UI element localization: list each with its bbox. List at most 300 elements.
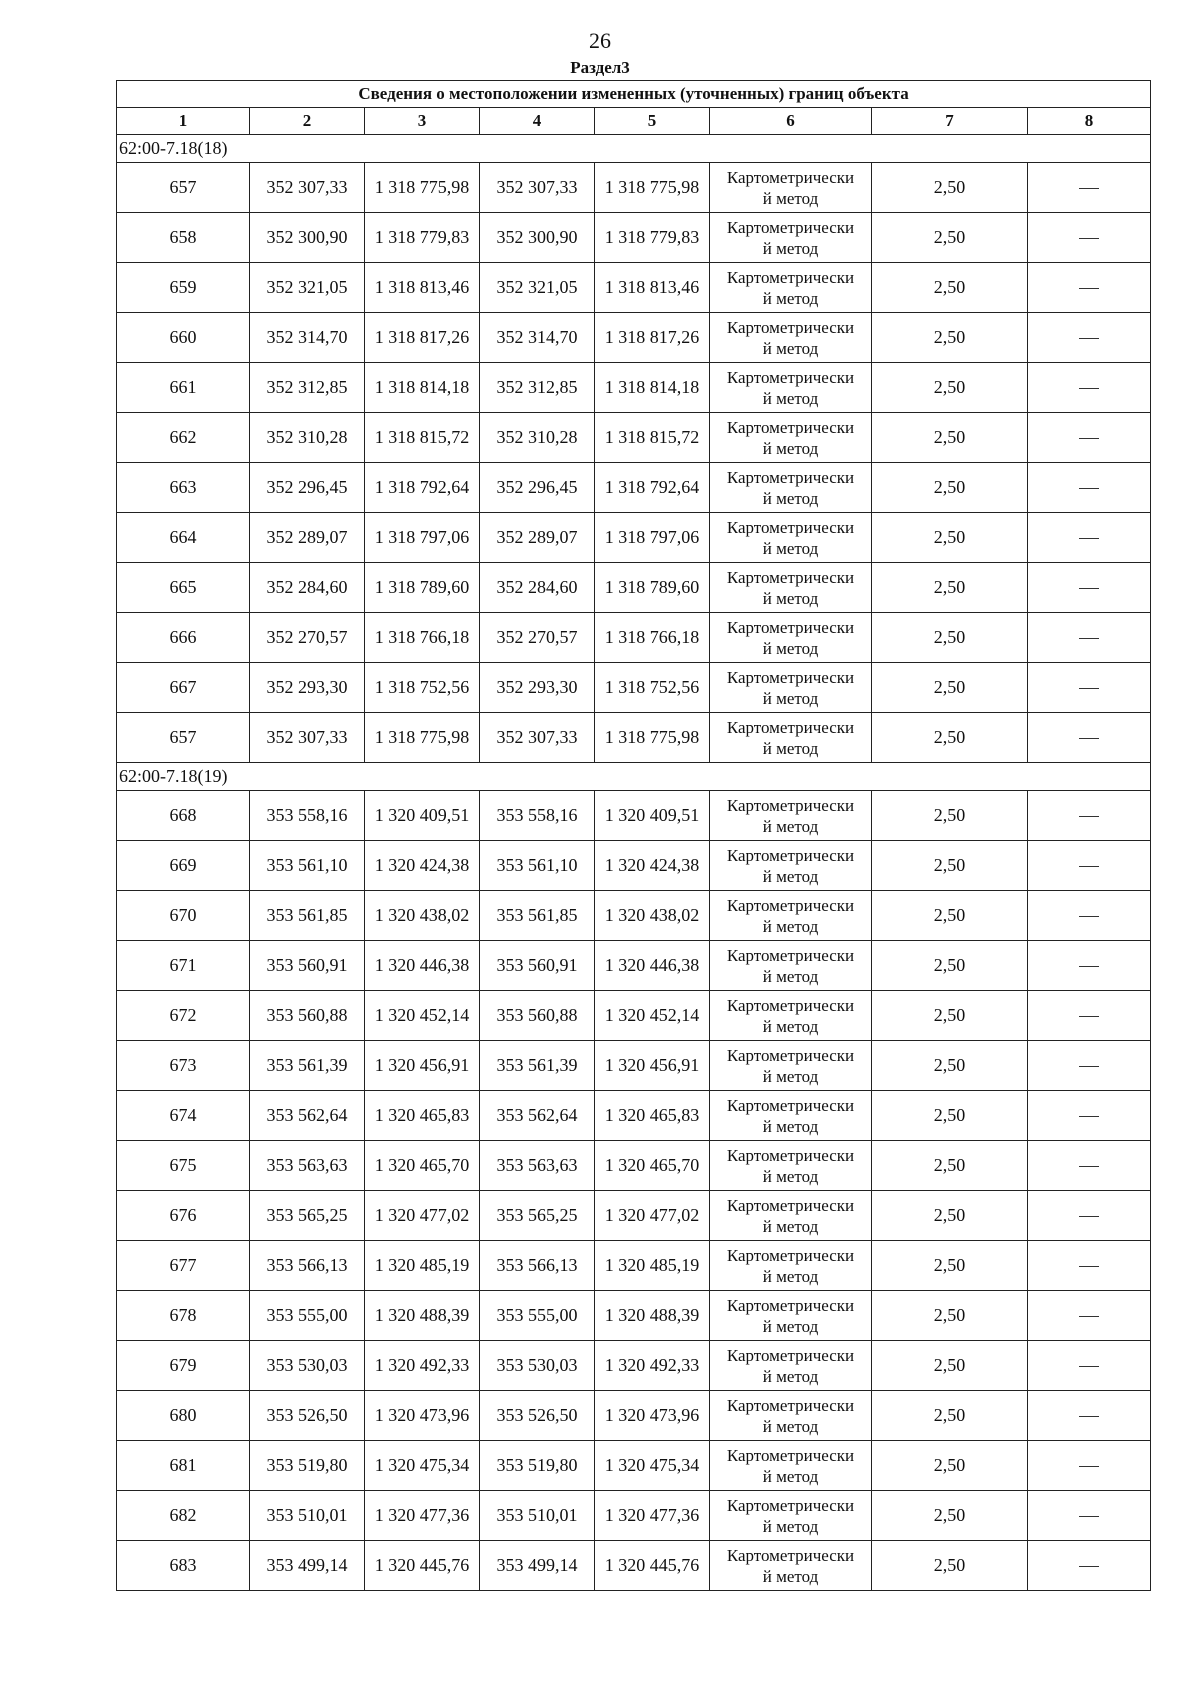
precision: 2,50	[872, 1441, 1028, 1491]
note-dash	[1079, 688, 1099, 689]
note-cell	[1028, 413, 1151, 463]
group-label: 62:00-7.18(18)	[117, 135, 1151, 163]
precision: 2,50	[872, 1341, 1028, 1391]
method-cell	[710, 1091, 872, 1141]
precision: 2,50	[872, 163, 1028, 213]
precision: 2,50	[872, 363, 1028, 413]
point-number: 658	[117, 213, 250, 263]
method-line-2: й метод	[762, 188, 819, 208]
method-line-1: Картометрически	[726, 1295, 855, 1315]
y-new: 1 318 817,26	[595, 313, 710, 363]
method-cell	[710, 563, 872, 613]
precision: 2,50	[872, 791, 1028, 841]
y-old: 1 320 465,70	[365, 1141, 480, 1191]
y-new: 1 320 409,51	[595, 791, 710, 841]
y-new: 1 318 766,18	[595, 613, 710, 663]
y-new: 1 318 813,46	[595, 263, 710, 313]
table-row	[117, 613, 1151, 663]
x-old: 353 566,13	[250, 1241, 365, 1291]
table-row	[117, 1341, 1151, 1391]
x-new: 353 561,85	[480, 891, 595, 941]
note-dash	[1079, 1016, 1099, 1017]
method-line-2: й метод	[762, 916, 819, 936]
x-old: 353 499,14	[250, 1541, 365, 1591]
table-row	[117, 1241, 1151, 1291]
note-cell	[1028, 791, 1151, 841]
x-new: 352 289,07	[480, 513, 595, 563]
method-line-2: й метод	[762, 1466, 819, 1486]
method-line-2: й метод	[762, 1316, 819, 1336]
method-line-1: Картометрически	[726, 895, 855, 915]
x-new: 352 310,28	[480, 413, 595, 463]
table-row	[117, 363, 1151, 413]
x-new: 353 561,10	[480, 841, 595, 891]
x-old: 353 555,00	[250, 1291, 365, 1341]
method-line-2: й метод	[762, 866, 819, 886]
method-line-1: Картометрически	[726, 417, 855, 437]
x-old: 353 562,64	[250, 1091, 365, 1141]
note-cell	[1028, 163, 1151, 213]
y-old: 1 320 424,38	[365, 841, 480, 891]
x-old: 352 270,57	[250, 613, 365, 663]
method-line-2: й метод	[762, 538, 819, 558]
point-number: 683	[117, 1541, 250, 1591]
note-dash	[1079, 238, 1099, 239]
precision: 2,50	[872, 941, 1028, 991]
point-number: 668	[117, 791, 250, 841]
note-cell	[1028, 1191, 1151, 1241]
method-cell	[710, 1241, 872, 1291]
y-old: 1 318 775,98	[365, 163, 480, 213]
method-cell	[710, 613, 872, 663]
method-line-2: й метод	[762, 488, 819, 508]
column-number-row	[117, 108, 1151, 135]
point-number: 663	[117, 463, 250, 513]
x-new: 352 270,57	[480, 613, 595, 663]
table-row	[117, 1141, 1151, 1191]
x-new: 353 558,16	[480, 791, 595, 841]
precision: 2,50	[872, 841, 1028, 891]
note-dash	[1079, 1566, 1099, 1567]
method-line-2: й метод	[762, 1516, 819, 1536]
x-old: 352 293,30	[250, 663, 365, 713]
note-dash	[1079, 1216, 1099, 1217]
note-dash	[1079, 588, 1099, 589]
method-line-2: й метод	[762, 438, 819, 458]
precision: 2,50	[872, 313, 1028, 363]
group-header-row	[117, 763, 1151, 791]
precision: 2,50	[872, 891, 1028, 941]
table-row	[117, 313, 1151, 363]
method-cell	[710, 1391, 872, 1441]
method-line-1: Картометрически	[726, 845, 855, 865]
table-row	[117, 713, 1151, 763]
method-cell	[710, 891, 872, 941]
method-line-1: Картометрически	[726, 467, 855, 487]
method-cell	[710, 363, 872, 413]
method-line-2: й метод	[762, 388, 819, 408]
y-old: 1 320 438,02	[365, 891, 480, 941]
note-cell	[1028, 1391, 1151, 1441]
note-cell	[1028, 1341, 1151, 1391]
method-line-1: Картометрически	[726, 1445, 855, 1465]
point-number: 657	[117, 163, 250, 213]
method-cell	[710, 1491, 872, 1541]
precision: 2,50	[872, 991, 1028, 1041]
method-line-1: Картометрически	[726, 367, 855, 387]
method-cell	[710, 513, 872, 563]
point-number: 664	[117, 513, 250, 563]
precision: 2,50	[872, 563, 1028, 613]
note-dash	[1079, 966, 1099, 967]
y-old: 1 318 779,83	[365, 213, 480, 263]
note-dash	[1079, 188, 1099, 189]
method-cell	[710, 1191, 872, 1241]
point-number: 677	[117, 1241, 250, 1291]
method-line-1: Картометрически	[726, 167, 855, 187]
y-old: 1 318 815,72	[365, 413, 480, 463]
note-cell	[1028, 991, 1151, 1041]
method-line-2: й метод	[762, 1416, 819, 1436]
note-cell	[1028, 663, 1151, 713]
x-new: 352 314,70	[480, 313, 595, 363]
method-line-2: й метод	[762, 738, 819, 758]
x-old: 352 312,85	[250, 363, 365, 413]
method-line-2: й метод	[762, 816, 819, 836]
method-line-2: й метод	[762, 288, 819, 308]
table-row	[117, 841, 1151, 891]
method-cell	[710, 1141, 872, 1191]
method-line-2: й метод	[762, 638, 819, 658]
note-dash	[1079, 388, 1099, 389]
table-row	[117, 213, 1151, 263]
y-old: 1 320 465,83	[365, 1091, 480, 1141]
page-number: 26	[589, 28, 611, 53]
method-line-1: Картометрически	[726, 795, 855, 815]
method-line-2: й метод	[762, 338, 819, 358]
method-cell	[710, 1291, 872, 1341]
table-row	[117, 413, 1151, 463]
point-number: 678	[117, 1291, 250, 1341]
column-number: 6	[710, 108, 872, 135]
table-row	[117, 1491, 1151, 1541]
x-new: 353 562,64	[480, 1091, 595, 1141]
table-row	[117, 1191, 1151, 1241]
column-number: 4	[480, 108, 595, 135]
note-cell	[1028, 891, 1151, 941]
point-number: 661	[117, 363, 250, 413]
x-old: 353 565,25	[250, 1191, 365, 1241]
section-title: Раздел3	[570, 58, 630, 77]
table-row	[117, 563, 1151, 613]
method-line-1: Картометрически	[726, 1245, 855, 1265]
method-cell	[710, 1441, 872, 1491]
note-cell	[1028, 1491, 1151, 1541]
table-row	[117, 163, 1151, 213]
method-cell	[710, 413, 872, 463]
note-dash	[1079, 438, 1099, 439]
y-new: 1 318 797,06	[595, 513, 710, 563]
note-cell	[1028, 563, 1151, 613]
x-new: 353 555,00	[480, 1291, 595, 1341]
note-cell	[1028, 841, 1151, 891]
note-cell	[1028, 1441, 1151, 1491]
method-cell	[710, 313, 872, 363]
point-number: 657	[117, 713, 250, 763]
x-old: 352 307,33	[250, 713, 365, 763]
method-line-2: й метод	[762, 1016, 819, 1036]
method-line-1: Картометрически	[726, 1195, 855, 1215]
y-old: 1 320 452,14	[365, 991, 480, 1041]
x-new: 353 561,39	[480, 1041, 595, 1091]
column-number: 1	[117, 108, 250, 135]
note-cell	[1028, 1141, 1151, 1191]
x-new: 352 307,33	[480, 163, 595, 213]
method-line-1: Картометрически	[726, 217, 855, 237]
y-old: 1 320 445,76	[365, 1541, 480, 1591]
y-new: 1 318 775,98	[595, 713, 710, 763]
note-dash	[1079, 638, 1099, 639]
method-line-2: й метод	[762, 966, 819, 986]
y-old: 1 318 752,56	[365, 663, 480, 713]
y-old: 1 320 477,36	[365, 1491, 480, 1541]
x-old: 352 314,70	[250, 313, 365, 363]
x-old: 353 560,91	[250, 941, 365, 991]
x-old: 353 519,80	[250, 1441, 365, 1491]
x-new: 353 530,03	[480, 1341, 595, 1391]
table-row	[117, 1041, 1151, 1091]
y-new: 1 320 438,02	[595, 891, 710, 941]
method-cell	[710, 663, 872, 713]
method-cell	[710, 991, 872, 1041]
y-new: 1 320 492,33	[595, 1341, 710, 1391]
y-new: 1 318 775,98	[595, 163, 710, 213]
y-old: 1 318 775,98	[365, 713, 480, 763]
method-line-1: Картометрически	[726, 617, 855, 637]
method-line-2: й метод	[762, 1166, 819, 1186]
method-line-2: й метод	[762, 1116, 819, 1136]
y-new: 1 318 815,72	[595, 413, 710, 463]
note-dash	[1079, 538, 1099, 539]
table-row	[117, 791, 1151, 841]
y-old: 1 320 456,91	[365, 1041, 480, 1091]
x-new: 353 560,91	[480, 941, 595, 991]
note-cell	[1028, 463, 1151, 513]
column-number: 5	[595, 108, 710, 135]
note-cell	[1028, 513, 1151, 563]
precision: 2,50	[872, 1541, 1028, 1591]
x-new: 352 321,05	[480, 263, 595, 313]
note-cell	[1028, 263, 1151, 313]
method-cell	[710, 791, 872, 841]
point-number: 662	[117, 413, 250, 463]
note-cell	[1028, 213, 1151, 263]
method-line-2: й метод	[762, 1066, 819, 1086]
x-old: 352 307,33	[250, 163, 365, 213]
y-old: 1 318 766,18	[365, 613, 480, 663]
method-line-2: й метод	[762, 238, 819, 258]
x-new: 353 563,63	[480, 1141, 595, 1191]
point-number: 660	[117, 313, 250, 363]
x-new: 353 560,88	[480, 991, 595, 1041]
point-number: 681	[117, 1441, 250, 1491]
note-cell	[1028, 613, 1151, 663]
table-caption: Сведения о местоположении измененных (уточненных) границ объекта	[117, 81, 1151, 108]
x-new: 353 519,80	[480, 1441, 595, 1491]
method-line-1: Картометрически	[726, 1495, 855, 1515]
y-old: 1 320 492,33	[365, 1341, 480, 1391]
note-cell	[1028, 1291, 1151, 1341]
y-new: 1 318 752,56	[595, 663, 710, 713]
coordinates-table	[116, 80, 1151, 1591]
method-line-2: й метод	[762, 1566, 819, 1586]
point-number: 680	[117, 1391, 250, 1441]
y-new: 1 320 465,83	[595, 1091, 710, 1141]
y-new: 1 320 452,14	[595, 991, 710, 1041]
table-row	[117, 941, 1151, 991]
method-line-1: Картометрически	[726, 945, 855, 965]
precision: 2,50	[872, 1091, 1028, 1141]
x-new: 353 566,13	[480, 1241, 595, 1291]
note-dash	[1079, 1166, 1099, 1167]
method-line-1: Картометрически	[726, 667, 855, 687]
note-cell	[1028, 313, 1151, 363]
x-old: 353 561,85	[250, 891, 365, 941]
note-dash	[1079, 1066, 1099, 1067]
precision: 2,50	[872, 463, 1028, 513]
precision: 2,50	[872, 663, 1028, 713]
note-dash	[1079, 1466, 1099, 1467]
x-old: 353 561,10	[250, 841, 365, 891]
method-cell	[710, 263, 872, 313]
x-new: 353 510,01	[480, 1491, 595, 1541]
x-new: 352 293,30	[480, 663, 595, 713]
method-cell	[710, 1341, 872, 1391]
group-label: 62:00-7.18(19)	[117, 763, 1151, 791]
y-old: 1 320 477,02	[365, 1191, 480, 1241]
note-dash	[1079, 866, 1099, 867]
point-number: 659	[117, 263, 250, 313]
method-line-1: Картометрически	[726, 1145, 855, 1165]
precision: 2,50	[872, 1191, 1028, 1241]
x-new: 353 499,14	[480, 1541, 595, 1591]
x-old: 352 300,90	[250, 213, 365, 263]
x-old: 353 510,01	[250, 1491, 365, 1541]
table-row	[117, 513, 1151, 563]
note-dash	[1079, 1416, 1099, 1417]
table-row	[117, 991, 1151, 1041]
note-dash	[1079, 1116, 1099, 1117]
table-row	[117, 1441, 1151, 1491]
point-number: 671	[117, 941, 250, 991]
method-line-1: Картометрически	[726, 717, 855, 737]
point-number: 669	[117, 841, 250, 891]
method-line-1: Картометрически	[726, 1045, 855, 1065]
point-number: 673	[117, 1041, 250, 1091]
note-dash	[1079, 916, 1099, 917]
note-cell	[1028, 1091, 1151, 1141]
method-cell	[710, 713, 872, 763]
precision: 2,50	[872, 1041, 1028, 1091]
x-new: 352 296,45	[480, 463, 595, 513]
y-new: 1 320 485,19	[595, 1241, 710, 1291]
table-row	[117, 1291, 1151, 1341]
y-new: 1 320 477,02	[595, 1191, 710, 1241]
x-new: 352 300,90	[480, 213, 595, 263]
point-number: 666	[117, 613, 250, 663]
y-old: 1 318 792,64	[365, 463, 480, 513]
note-dash	[1079, 816, 1099, 817]
method-cell	[710, 941, 872, 991]
note-cell	[1028, 363, 1151, 413]
x-old: 353 530,03	[250, 1341, 365, 1391]
method-line-1: Картометрически	[726, 567, 855, 587]
point-number: 670	[117, 891, 250, 941]
x-old: 353 558,16	[250, 791, 365, 841]
y-old: 1 318 817,26	[365, 313, 480, 363]
table-row	[117, 1091, 1151, 1141]
precision: 2,50	[872, 1241, 1028, 1291]
method-cell	[710, 1541, 872, 1591]
x-new: 352 284,60	[480, 563, 595, 613]
y-old: 1 320 475,34	[365, 1441, 480, 1491]
table-caption-row	[117, 81, 1151, 108]
method-cell	[710, 213, 872, 263]
group-header-row	[117, 135, 1151, 163]
y-new: 1 318 779,83	[595, 213, 710, 263]
precision: 2,50	[872, 1291, 1028, 1341]
x-new: 353 526,50	[480, 1391, 595, 1441]
note-cell	[1028, 1241, 1151, 1291]
x-old: 353 560,88	[250, 991, 365, 1041]
y-old: 1 318 789,60	[365, 563, 480, 613]
y-old: 1 318 813,46	[365, 263, 480, 313]
method-line-2: й метод	[762, 1216, 819, 1236]
x-old: 353 561,39	[250, 1041, 365, 1091]
method-line-2: й метод	[762, 1366, 819, 1386]
y-new: 1 320 424,38	[595, 841, 710, 891]
column-number: 7	[872, 108, 1028, 135]
y-new: 1 318 792,64	[595, 463, 710, 513]
note-dash	[1079, 1316, 1099, 1317]
precision: 2,50	[872, 213, 1028, 263]
x-old: 352 310,28	[250, 413, 365, 463]
table-row	[117, 1541, 1151, 1591]
x-old: 353 526,50	[250, 1391, 365, 1441]
precision: 2,50	[872, 613, 1028, 663]
x-old: 352 296,45	[250, 463, 365, 513]
point-number: 674	[117, 1091, 250, 1141]
method-line-2: й метод	[762, 588, 819, 608]
y-old: 1 318 797,06	[365, 513, 480, 563]
table-row	[117, 663, 1151, 713]
table-row	[117, 463, 1151, 513]
y-new: 1 320 473,96	[595, 1391, 710, 1441]
note-cell	[1028, 1541, 1151, 1591]
precision: 2,50	[872, 713, 1028, 763]
point-number: 676	[117, 1191, 250, 1241]
method-cell	[710, 1041, 872, 1091]
method-line-1: Картометрически	[726, 1345, 855, 1365]
table-row	[117, 891, 1151, 941]
y-new: 1 318 814,18	[595, 363, 710, 413]
note-cell	[1028, 713, 1151, 763]
method-cell	[710, 163, 872, 213]
y-old: 1 318 814,18	[365, 363, 480, 413]
y-old: 1 320 446,38	[365, 941, 480, 991]
y-new: 1 320 488,39	[595, 1291, 710, 1341]
column-number: 3	[365, 108, 480, 135]
